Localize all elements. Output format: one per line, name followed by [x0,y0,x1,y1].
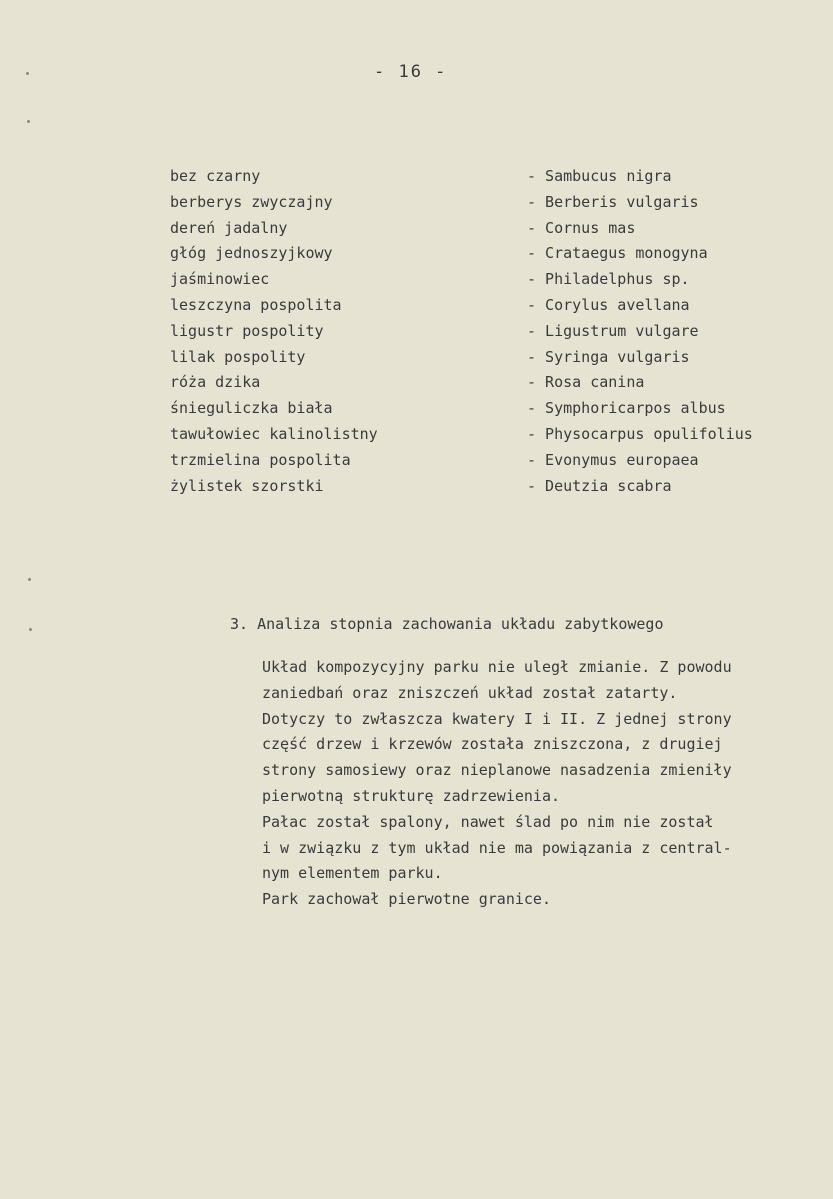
polish-name: trzmielina pospolita [170,450,351,469]
species-list [170,164,810,499]
latin-name: - Ligustrum vulgare [527,321,699,340]
margin-speck [28,578,31,581]
polish-name: leszczyna pospolita [170,295,342,314]
body-line: pierwotną strukturę zadrzewienia. [262,786,561,805]
latin-name: - Cornus mas [527,218,636,237]
species-row [170,293,810,319]
latin-name: - Sambucus nigra [527,167,672,185]
species-row [170,164,810,190]
polish-name: głóg jednoszyjkowy [170,244,333,263]
species-row [170,241,810,267]
latin-name: - Deutzia scabra [527,476,672,495]
species-row [170,216,810,242]
species-row [170,396,810,422]
polish-name: jaśminowiec [170,270,270,289]
latin-name: - Physocarpus opulifolius [527,424,753,443]
body-line: i w związku z tym układ nie ma powiązania z central- [262,838,732,857]
body-line: nym elementem parku. [262,864,443,883]
latin-name: - Syringa vulgaris [527,347,690,366]
species-row [170,345,810,371]
body-line: strony samosiewy oraz nieplanowe nasadzenia zmieniły [262,761,732,780]
species-row [170,319,810,345]
polish-name: śnieguliczka biała [170,399,333,418]
species-row [170,267,810,293]
latin-name: - Evonymus europaea [527,450,699,469]
body-line: Pałac został spalony, nawet ślad po nim nie został [262,812,714,831]
polish-name: żylistek szorstki [170,476,324,495]
body-line: zaniedbań oraz zniszczeń układ został zatarty. [262,683,678,702]
species-row [170,474,810,500]
body-line: Dotyczy to zwłaszcza kwatery I i II. Z jednej strony [262,709,732,728]
latin-name: - Crataegus monogyna [527,244,708,263]
margin-speck [29,628,32,631]
body-line: część drzew i krzewów została zniszczona, z drugiej [262,735,723,754]
body-line: Układ kompozycyjny parku nie uległ zmianie. Z powodu [262,658,732,676]
species-row [170,190,810,216]
polish-name: ligustr pospolity [170,321,324,340]
margin-speck [26,72,29,75]
margin-speck [27,120,30,123]
species-row [170,422,810,448]
body-paragraph [262,655,822,913]
polish-name: bez czarny [170,167,261,185]
latin-name: - Berberis vulgaris [527,192,699,211]
polish-name: róża dzika [170,373,261,392]
species-row [170,448,810,474]
polish-name: lilak pospolity [170,347,306,366]
polish-name: tawułowiec kalinolistny [170,424,378,443]
species-row [170,370,810,396]
polish-name: berberys zwyczajny [170,192,333,211]
latin-name: - Symphoricarpos albus [527,399,726,418]
latin-name: - Philadelphus sp. [527,270,690,289]
polish-name: dereń jadalny [170,218,288,237]
page-number: - 16 - [374,62,448,82]
latin-name: - Corylus avellana [527,295,690,314]
section-heading: 3. Analiza stopnia zachowania układu zabytkowego [230,615,664,633]
body-line: Park zachował pierwotne granice. [262,890,551,909]
latin-name: - Rosa canina [527,373,645,392]
